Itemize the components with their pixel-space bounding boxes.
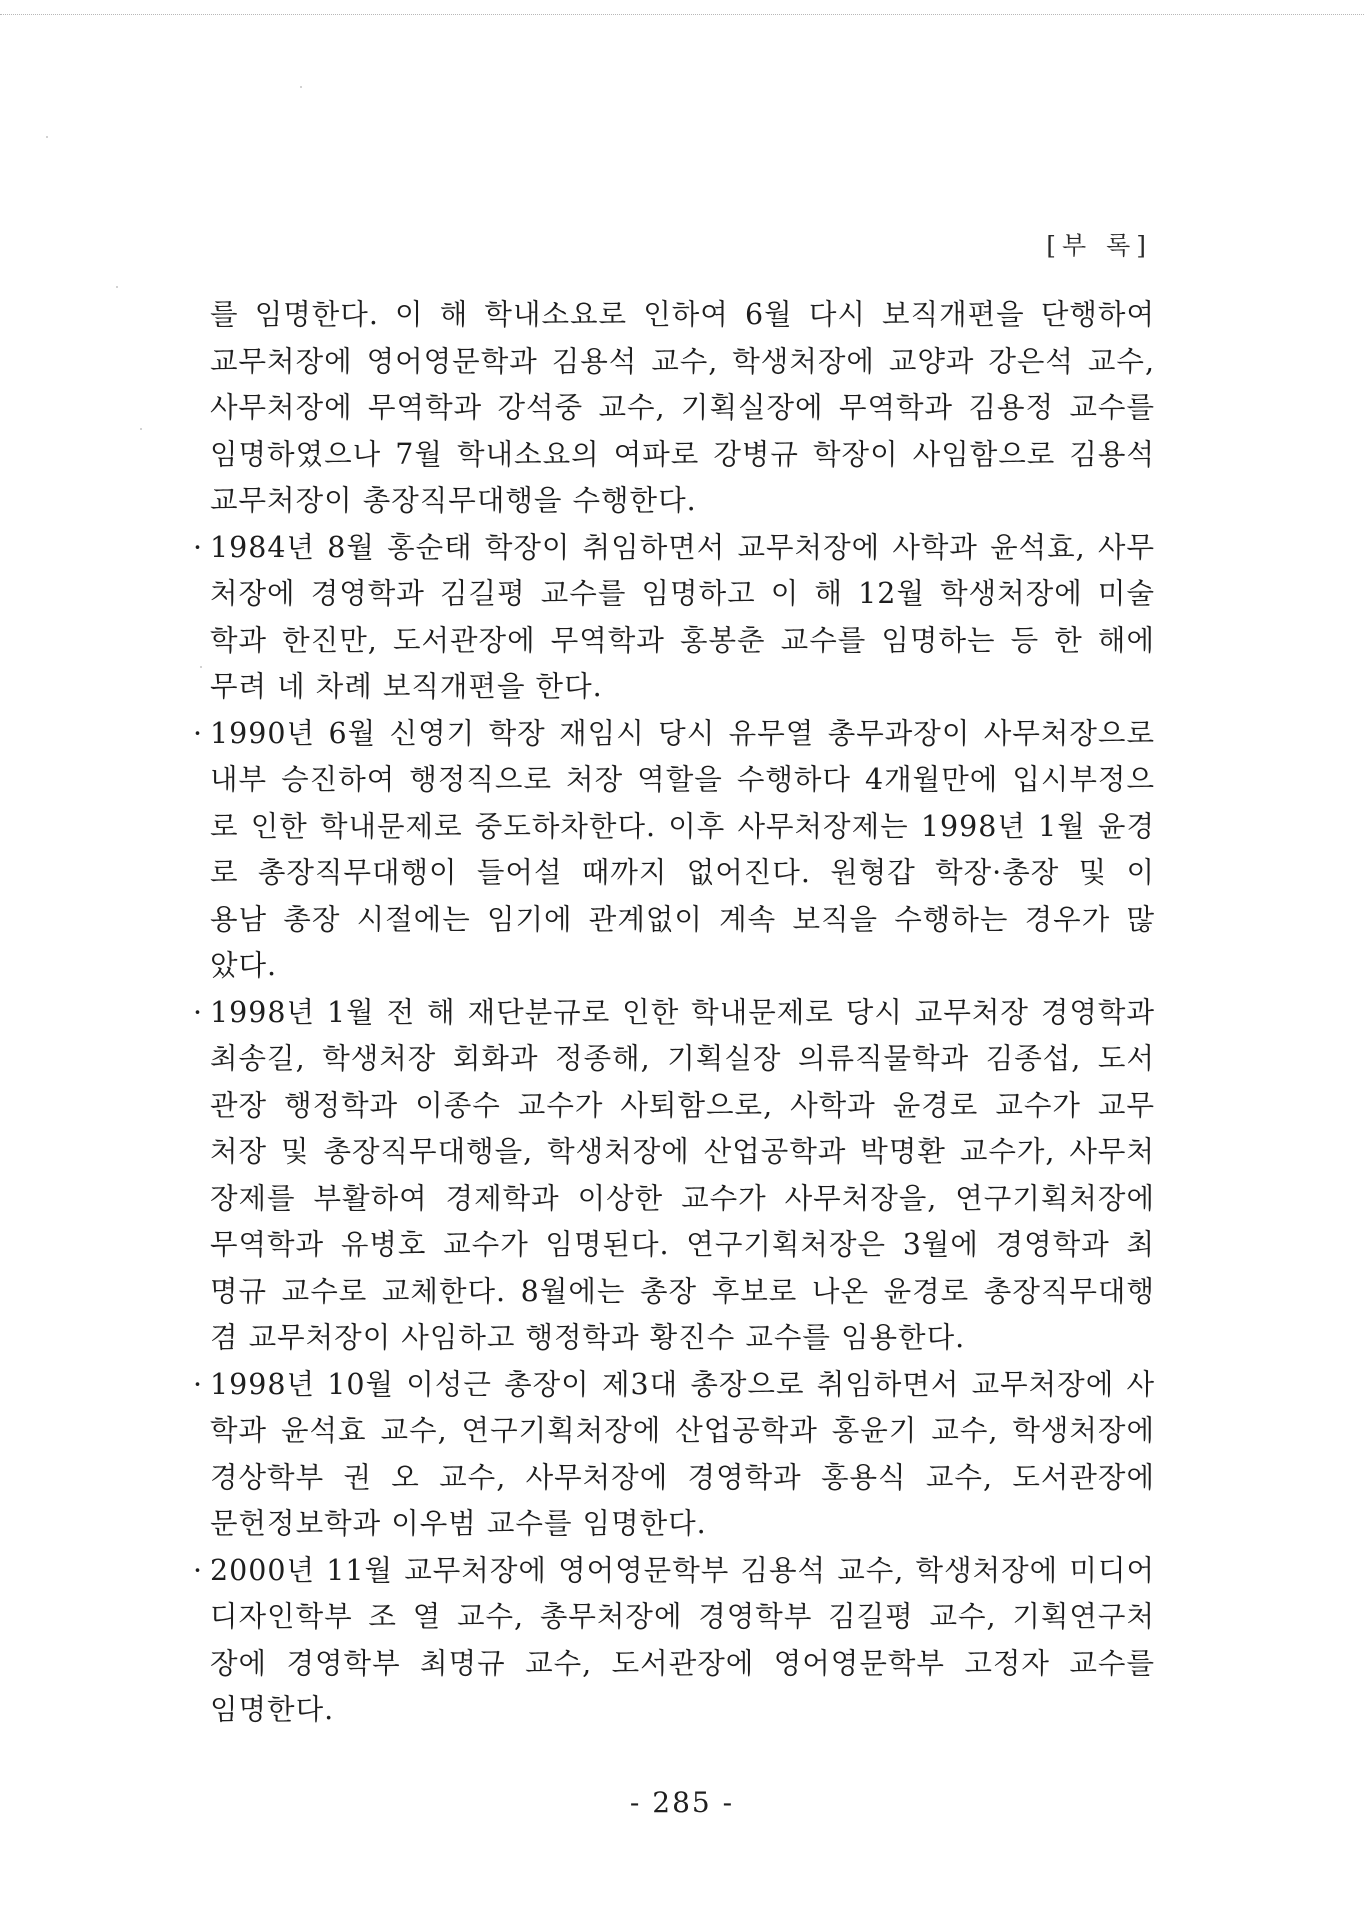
scan-speck [46,136,48,138]
text-line: 학과 한진만, 도서관장에 무역학과 홍봉춘 교수를 임명하는 등 한 해에 [210,623,1155,657]
text-line: 명규 교수로 교체한다. 8월에는 총장 후보로 나온 윤경로 총장직무대행 [210,1274,1155,1308]
bullet-mark: · [193,716,204,750]
scan-speck [116,286,118,288]
text-line: 1998년 1월 전 해 재단분규로 인한 학내문제로 당시 교무처장 경영학과 [210,995,1155,1029]
text-line: 처장 및 총장직무대행을, 학생처장에 산업공학과 박명환 교수가, 사무처 [210,1135,1155,1168]
section-tag: [부 록] [1046,231,1152,260]
paragraph [210,292,1155,525]
text-line: 겸 교무처장이 사임하고 행정학과 황진수 교수를 임용한다. [210,1321,966,1354]
scan-speck [300,86,302,88]
bullet-mark: · [193,995,204,1029]
text-line: 장제를 부활하여 경제학과 이상한 교수가 사무처장을, 연구기획처장에 [210,1181,1155,1215]
text-line: 았다. [210,949,278,982]
bullet-mark: · [193,1367,204,1401]
text-line: 임명하였으나 7월 학내소요의 여파로 강병규 학장이 사임함으로 김용석 [210,437,1155,471]
bullet-paragraph [193,990,1155,1362]
text-line: 무역학과 유병호 교수가 임명된다. 연구기획처장은 3월에 경영학과 최 [210,1228,1155,1261]
text-line: 1998년 10월 이성근 총장이 제3대 총장으로 취임하면서 교무처장에 사 [210,1367,1155,1401]
text-line: 디자인학부 조 열 교수, 총무처장에 경영학부 김길평 교수, 기획연구처 [210,1600,1155,1633]
body-text [193,292,1156,1734]
text-line: 경상학부 권 오 교수, 사무처장에 경영학과 홍용식 교수, 도서관장에 [210,1460,1155,1494]
text-line: 사무처장에 무역학과 강석중 교수, 기획실장에 무역학과 김용정 교수를 [210,391,1155,424]
text-line: 를 임명한다. 이 해 학내소요로 인하여 6월 다시 보직개편을 단행하여 [210,298,1155,331]
text-line: 처장에 경영학과 김길평 교수를 임명하고 이 해 12월 학생처장에 미술 [210,577,1155,610]
text-line: 용남 총장 시절에는 임기에 관계없이 계속 보직을 수행하는 경우가 많 [210,902,1155,936]
bullet-mark: · [193,1553,204,1587]
text-line: 최송길, 학생처장 회화과 정종해, 기획실장 의류직물학과 김종섭, 도서 [210,1042,1155,1075]
bullet-paragraph [193,1548,1156,1734]
bullet-paragraph [193,711,1155,990]
bullet-paragraph [193,1362,1155,1548]
text-line: 교무처장에 영어영문학과 김용석 교수, 학생처장에 교양과 강은석 교수, [210,344,1155,378]
text-line: 로 총장직무대행이 들어설 때까지 없어진다. 원형갑 학장·총장 및 이 [210,856,1155,889]
page-number: - 285 - [629,1786,735,1819]
text-line: 2000년 11월 교무처장에 영어영문학부 김용석 교수, 학생처장에 미디어 [210,1553,1156,1587]
text-line: 임명한다. [210,1693,335,1726]
text-line: 무려 네 차례 보직개편을 한다. [210,670,603,703]
text-line: 로 인한 학내문제로 중도하차한다. 이후 사무처장제는 1998년 1월 윤경 [210,809,1155,843]
scan-speck [200,666,202,668]
text-line: 관장 행정학과 이종수 교수가 사퇴함으로, 사학과 윤경로 교수가 교무 [210,1088,1155,1122]
text-line: 1990년 6월 신영기 학장 재임시 당시 유무열 총무과장이 사무처장으로 [210,716,1155,750]
text-line: 교무처장이 총장직무대행을 수행한다. [210,484,697,517]
text-line: 장에 경영학부 최명규 교수, 도서관장에 영어영문학부 고정자 교수를 [210,1646,1155,1680]
bullet-paragraph [193,525,1155,711]
scan-top-edge [0,14,1364,15]
text-line: 1984년 8월 홍순태 학장이 취임하면서 교무처장에 사학과 윤석효, 사무 [210,530,1155,564]
text-line: 내부 승진하여 행정직으로 처장 역할을 수행하다 4개월만에 입시부정으 [210,763,1155,796]
text-line: 학과 윤석효 교수, 연구기획처장에 산업공학과 홍윤기 교수, 학생처장에 [210,1414,1155,1447]
scan-speck [140,428,142,430]
bullet-mark: · [193,530,204,564]
text-line: 문헌정보학과 이우범 교수를 임명한다. [210,1507,707,1540]
